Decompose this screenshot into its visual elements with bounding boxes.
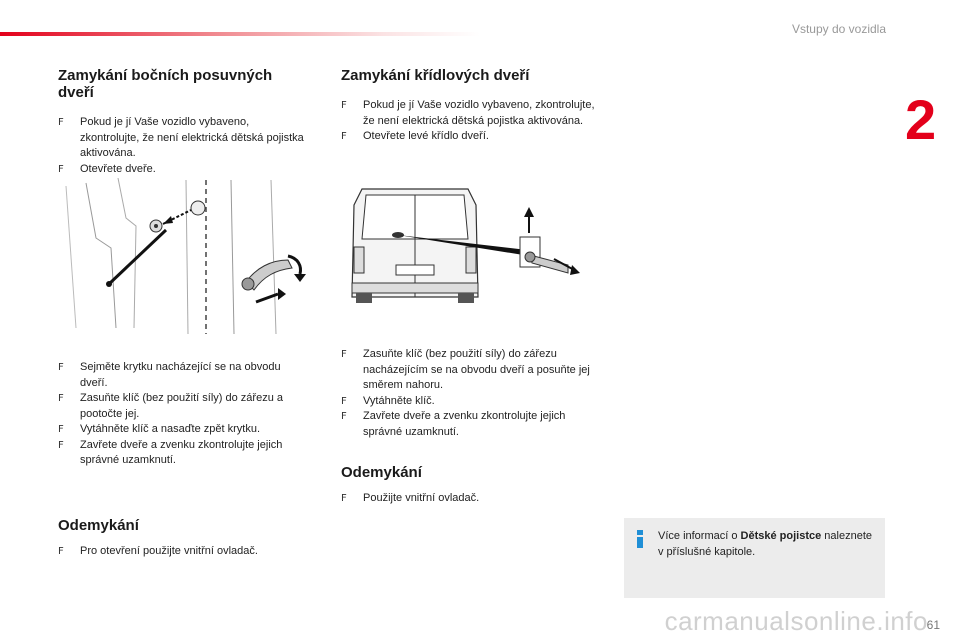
list-item: F Otevřete dveře. xyxy=(58,162,308,178)
right-unlock-title: Odemykání xyxy=(341,464,422,481)
list-item: F Sejměte krytku nacházející se na obvodu dveří. xyxy=(58,360,310,391)
right-title: Zamykání křídlových dveří xyxy=(341,67,530,84)
right-column xyxy=(341,67,603,145)
right-unlock-list xyxy=(341,491,603,507)
page-number: 61 xyxy=(926,618,940,632)
header-accent-bar xyxy=(0,32,480,36)
list-item: F Použijte vnitřní ovladač. xyxy=(341,491,603,507)
list-item: F Vytáhněte klíč a nasaďte zpět krytku. xyxy=(58,422,310,438)
right-steps xyxy=(341,347,606,440)
list-item: F Zavřete dveře a zvenku zkontrolujte jejich správné uzamknutí. xyxy=(341,409,606,440)
right-unlock xyxy=(341,464,603,507)
watermark: carmanualsonline.info xyxy=(664,606,928,636)
info-text-before: Více informací o xyxy=(658,530,741,542)
left-steps xyxy=(58,360,310,469)
info-text xyxy=(658,528,873,560)
right-intro-list xyxy=(341,98,603,145)
list-item: F Pokud je jí Vaše vozidlo vybaveno, zkontrolujte, že není elektrická dětská pojistka aktivována. xyxy=(58,115,308,162)
list-item: F Pokud je jí Vaše vozidlo vybaveno, zkontrolujte, že není elektrická dětská pojistka aktivována. xyxy=(341,98,603,129)
sliding-door-lock-illustration xyxy=(56,178,314,336)
left-unlock-list xyxy=(58,544,310,560)
info-text-after: naleznete v příslušné kapitole. xyxy=(658,530,873,558)
list-item: F Zasuňte klíč (bez použití síly) do zářezu nacházejícím se na obvodu dveří a posuňte jej směrem nahoru. xyxy=(341,347,606,394)
left-title: Zamykání bočních posuvných dveří xyxy=(58,67,273,101)
left-unlock xyxy=(58,517,310,560)
left-column xyxy=(58,67,308,177)
child-lock-link-text: Dětské pojistce xyxy=(740,530,822,542)
chapter-number: 2 xyxy=(905,88,937,151)
info-icon xyxy=(634,530,646,548)
right-steps-list xyxy=(341,347,606,440)
left-intro-list xyxy=(58,115,308,177)
list-item: F Otevřete levé křídlo dveří. xyxy=(341,129,603,145)
section-title: Vstupy do vozidla xyxy=(791,22,886,36)
rear-door-lock-illustration xyxy=(346,185,586,307)
list-item: F Vytáhněte klíč. xyxy=(341,394,606,410)
left-unlock-title: Odemykání xyxy=(58,517,139,534)
list-item: F Zasuňte klíč (bez použití síly) do zářezu a pootočte jej. xyxy=(58,391,310,422)
list-item: F Pro otevření použijte vnitřní ovladač. xyxy=(58,544,310,560)
list-item: F Zavřete dveře a zvenku zkontrolujte jejich správné uzamknutí. xyxy=(58,438,310,469)
left-steps-list xyxy=(58,360,310,469)
